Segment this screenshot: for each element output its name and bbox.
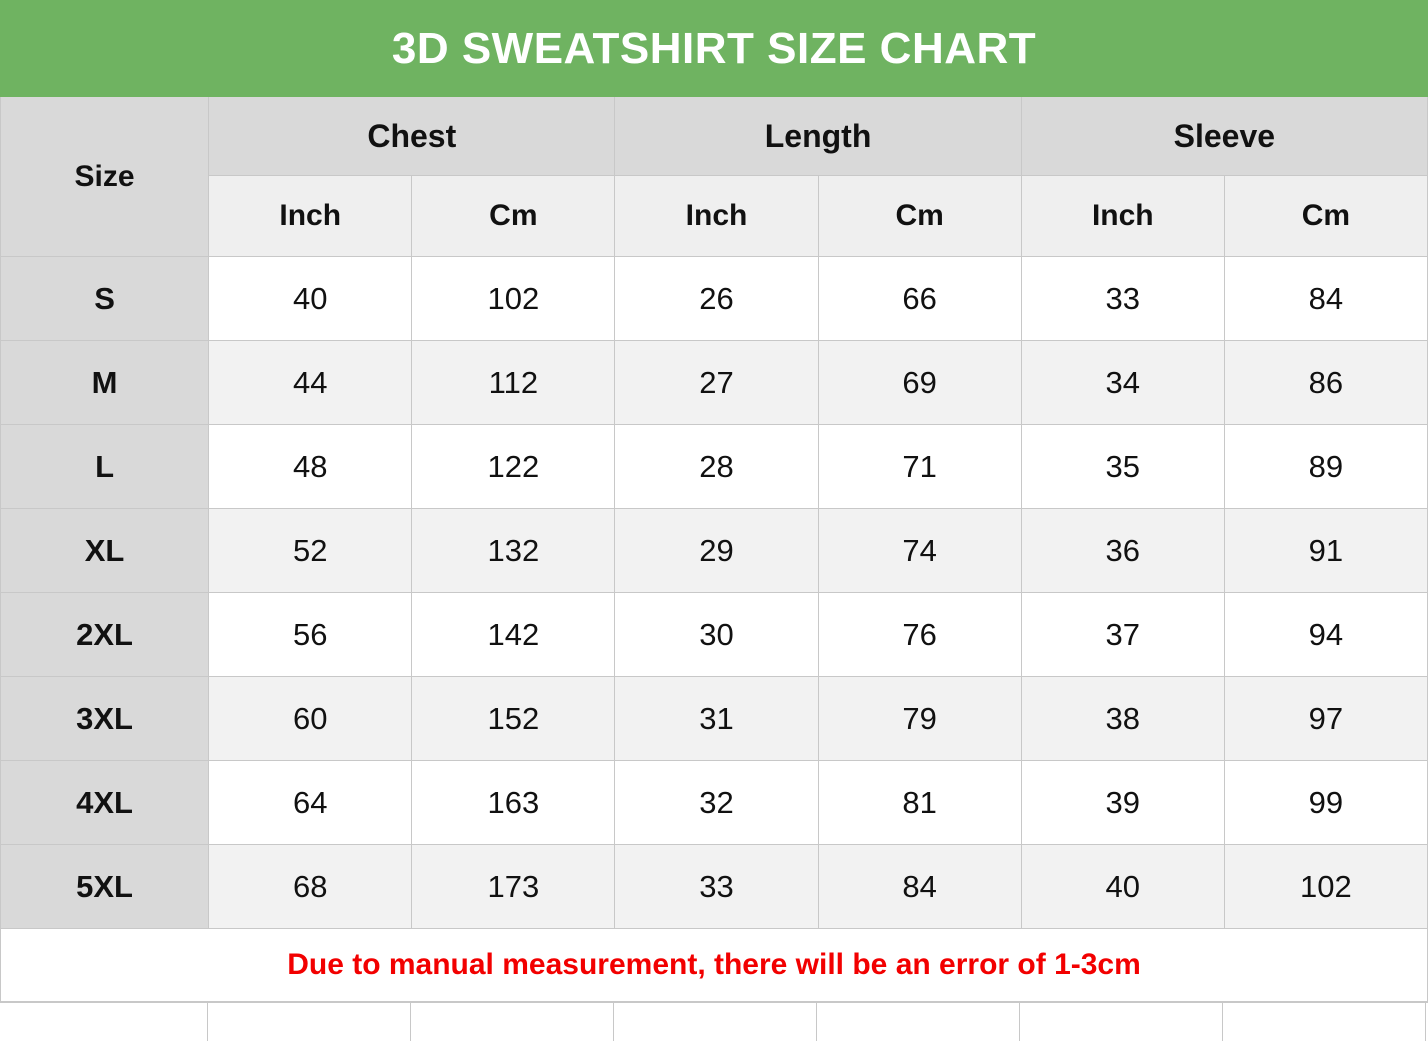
- table-row: [1, 677, 1428, 761]
- cell-sleeve-inch: 34: [1021, 341, 1224, 425]
- cell-chest-inch: 44: [209, 341, 412, 425]
- header-size: Size: [1, 97, 209, 257]
- cell-sleeve-inch: 38: [1021, 677, 1224, 761]
- chart-title: 3D SWEATSHIRT SIZE CHART: [1, 1, 1428, 97]
- row-size-label: M: [1, 341, 209, 425]
- cell-sleeve-cm: 86: [1224, 341, 1427, 425]
- cell-sleeve-inch: 39: [1021, 761, 1224, 845]
- row-size-label: 3XL: [1, 677, 209, 761]
- strip-cell-length-cm: [817, 1003, 1020, 1041]
- cell-length-inch: 30: [615, 593, 818, 677]
- row-size-label: XL: [1, 509, 209, 593]
- cell-length-cm: 74: [818, 509, 1021, 593]
- cell-length-cm: 79: [818, 677, 1021, 761]
- cell-chest-inch: 64: [209, 761, 412, 845]
- row-size-label: L: [1, 425, 209, 509]
- table-bottom-strip: [0, 1002, 1428, 1041]
- cell-sleeve-cm: 84: [1224, 257, 1427, 341]
- table-row: [1, 341, 1428, 425]
- group-header-row: [1, 97, 1428, 176]
- strip-cell-sleeve-inch: [1020, 1003, 1223, 1041]
- header-length-inch: Inch: [615, 176, 818, 257]
- cell-length-inch: 27: [615, 341, 818, 425]
- cell-sleeve-inch: 33: [1021, 257, 1224, 341]
- cell-chest-cm: 152: [412, 677, 615, 761]
- header-sleeve: Sleeve: [1021, 97, 1427, 176]
- strip-cell-sleeve-cm: [1223, 1003, 1426, 1041]
- note-row: [1, 929, 1428, 1002]
- cell-length-cm: 81: [818, 761, 1021, 845]
- unit-header-row: [1, 176, 1428, 257]
- table-row: [1, 425, 1428, 509]
- header-length-cm: Cm: [818, 176, 1021, 257]
- header-length: Length: [615, 97, 1021, 176]
- strip-cell-length-inch: [614, 1003, 817, 1041]
- cell-chest-inch: 60: [209, 677, 412, 761]
- cell-sleeve-cm: 94: [1224, 593, 1427, 677]
- row-size-label: 2XL: [1, 593, 209, 677]
- cell-chest-inch: 48: [209, 425, 412, 509]
- table-row: [1, 761, 1428, 845]
- cell-length-cm: 66: [818, 257, 1021, 341]
- cell-length-inch: 33: [615, 845, 818, 929]
- header-chest: Chest: [209, 97, 615, 176]
- cell-chest-cm: 112: [412, 341, 615, 425]
- cell-chest-cm: 122: [412, 425, 615, 509]
- cell-length-cm: 71: [818, 425, 1021, 509]
- cell-sleeve-inch: 40: [1021, 845, 1224, 929]
- cell-sleeve-cm: 91: [1224, 509, 1427, 593]
- cell-sleeve-cm: 99: [1224, 761, 1427, 845]
- cell-length-inch: 26: [615, 257, 818, 341]
- cell-sleeve-inch: 36: [1021, 509, 1224, 593]
- cell-chest-inch: 68: [209, 845, 412, 929]
- row-size-label: 5XL: [1, 845, 209, 929]
- cell-chest-cm: 173: [412, 845, 615, 929]
- header-sleeve-cm: Cm: [1224, 176, 1427, 257]
- table-row: [1, 593, 1428, 677]
- cell-sleeve-cm: 89: [1224, 425, 1427, 509]
- cell-length-cm: 76: [818, 593, 1021, 677]
- cell-length-inch: 32: [615, 761, 818, 845]
- cell-sleeve-inch: 37: [1021, 593, 1224, 677]
- cell-chest-inch: 40: [209, 257, 412, 341]
- measurement-note: Due to manual measurement, there will be an error of 1-3cm: [1, 929, 1428, 1002]
- cell-chest-cm: 142: [412, 593, 615, 677]
- cell-length-inch: 31: [615, 677, 818, 761]
- row-size-label: S: [1, 257, 209, 341]
- cell-chest-cm: 102: [412, 257, 615, 341]
- cell-sleeve-cm: 97: [1224, 677, 1427, 761]
- cell-chest-cm: 163: [412, 761, 615, 845]
- strip-cell-chest-cm: [411, 1003, 614, 1041]
- cell-sleeve-inch: 35: [1021, 425, 1224, 509]
- strip-cell-size: [0, 1003, 208, 1041]
- table-row: [1, 257, 1428, 341]
- cell-chest-cm: 132: [412, 509, 615, 593]
- cell-chest-inch: 56: [209, 593, 412, 677]
- title-row: [1, 1, 1428, 97]
- table-row: [1, 845, 1428, 929]
- cell-length-inch: 28: [615, 425, 818, 509]
- cell-length-inch: 29: [615, 509, 818, 593]
- header-sleeve-inch: Inch: [1021, 176, 1224, 257]
- table-row: [1, 509, 1428, 593]
- cell-length-cm: 69: [818, 341, 1021, 425]
- cell-chest-inch: 52: [209, 509, 412, 593]
- row-size-label: 4XL: [1, 761, 209, 845]
- cell-length-cm: 84: [818, 845, 1021, 929]
- header-chest-inch: Inch: [209, 176, 412, 257]
- header-chest-cm: Cm: [412, 176, 615, 257]
- cell-sleeve-cm: 102: [1224, 845, 1427, 929]
- strip-cell-chest-inch: [208, 1003, 411, 1041]
